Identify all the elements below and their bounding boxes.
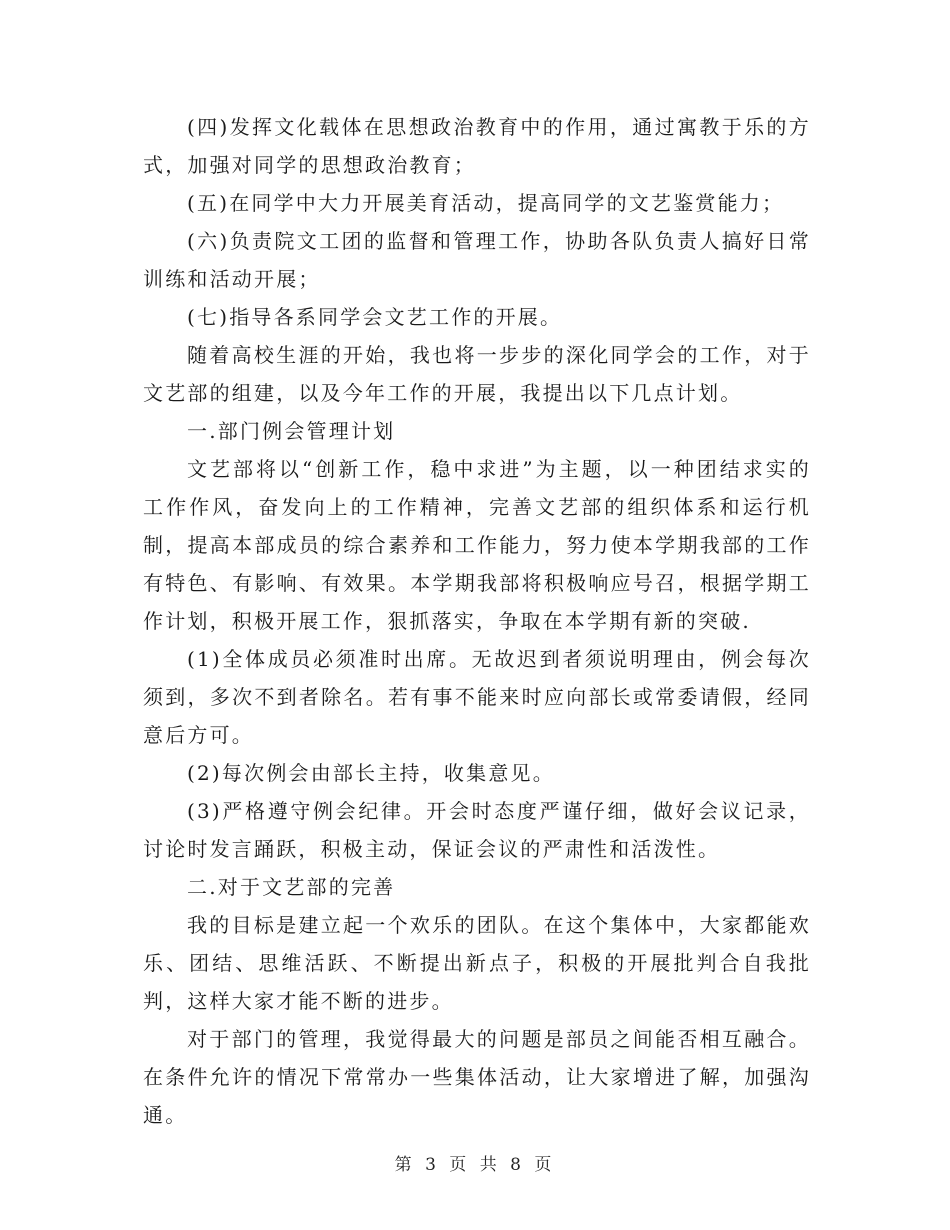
rule-item-2: (2)每次例会由部长主持，收集意见。 xyxy=(187,761,555,785)
paragraph-item-7: (七)指导各系同学会文艺工作的开展。 xyxy=(187,305,563,329)
section-2-paragraph-1: 我的目标是建立起一个欢乐的团队。在这个集体中，大家都能欢乐、团结、思维活跃、不断提出新点子，积极的开展批判合自我批判，这样大家才能不断的进步。 xyxy=(143,913,811,1013)
document-body xyxy=(143,108,811,1134)
section-2-paragraph-2: 对于部门的管理，我觉得最大的问题是部员之间能否相互融合。在条件允许的情况下常常办一些集体活动，让大家增进了解，加强沟通。 xyxy=(143,1027,811,1127)
paragraph-item-5: (五)在同学中大力开展美育活动，提高同学的文艺鉴赏能力； xyxy=(187,191,785,215)
rule-item-3: (3)严格遵守例会纪律。开会时态度严谨仔细，做好会议记录，讨论时发言踊跃，积极主动，保证会议的严肃性和活泼性。 xyxy=(143,799,811,861)
paragraph-item-4: (四)发挥文化载体在思想政治教育中的作用，通过寓教于乐的方式，加强对同学的思想政治教育； xyxy=(143,115,811,177)
section-heading-2: 二.对于文艺部的完善 xyxy=(187,875,396,899)
rule-item-1: (1)全体成员必须准时出席。无故迟到者须说明理由，例会每次须到，多次不到者除名。若有事不能来时应向部长或常委请假，经同意后方可。 xyxy=(143,647,811,747)
intro-paragraph: 随着高校生涯的开始，我也将一步步的深化同学会的工作，对于文艺部的组建，以及今年工作的开展，我提出以下几点计划。 xyxy=(143,343,811,405)
page-number-footer: 第 3 页 共 8 页 xyxy=(394,1155,556,1175)
paragraph-item-6: (六)负责院文工团的监督和管理工作，协助各队负责人搞好日常训练和活动开展； xyxy=(143,229,811,291)
section-1-paragraph: 文艺部将以“创新工作，稳中求进”为主题，以一种团结求实的工作作风，奋发向上的工作精神，完善文艺部的组织体系和运行机制，提高本部成员的综合素养和工作能力，努力使本学期我部的工作有特色、有影响、有效果。本学期我部将积极响应号召，根据学期工作计划，积极开展工作，狠抓落实，争取在本学期有新的突破. xyxy=(143,457,811,633)
section-heading-1: 一.部门例会管理计划 xyxy=(187,419,396,443)
